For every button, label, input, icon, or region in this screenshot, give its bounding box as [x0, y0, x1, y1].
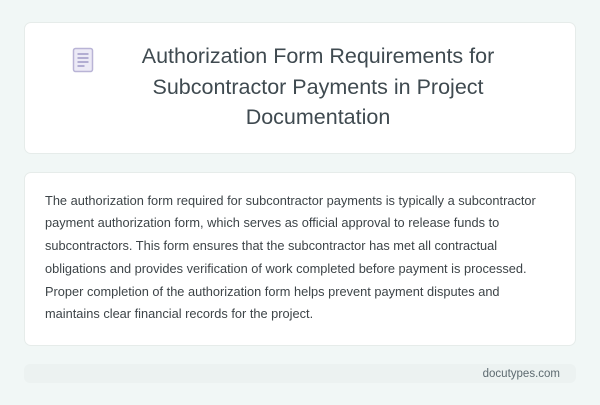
document-page-icon	[72, 47, 94, 73]
body-card	[24, 172, 576, 347]
body-paragraph: The authorization form required for subcontractor payments is typically a subcontractor payment authorization form, which serves as official approval to release funds to subcontractors. This form ensures that the subcontractor has met all contractual obligations and provides verification of work completed before payment is processed. Proper completion of the authorization form helps prevent payment disputes and maintains clear financial records for the project.	[45, 192, 536, 322]
page-title: Authorization Form Requirements for Subcontractor Payments in Project Documentation	[141, 44, 495, 130]
title-card	[24, 22, 576, 154]
footer-site-label: docutypes.com	[482, 367, 560, 380]
footer-bar	[24, 364, 576, 383]
